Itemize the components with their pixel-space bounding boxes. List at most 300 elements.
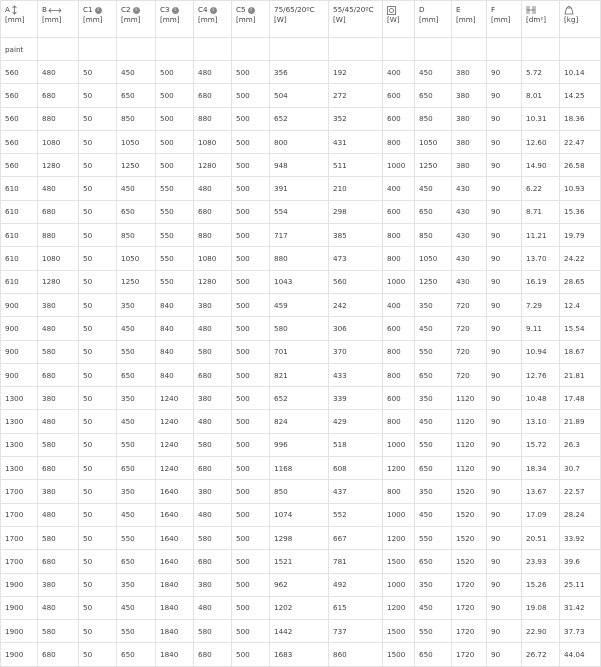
cell-area: 16.19: [522, 270, 560, 293]
cell-output-75: 652: [270, 387, 329, 410]
cell-c1: 50: [79, 503, 117, 526]
cell-output-55: 667: [329, 526, 383, 549]
cell-c3: 840: [156, 363, 194, 386]
cell-f: 90: [487, 503, 522, 526]
cell-output-75: 701: [270, 340, 329, 363]
cell-output-55: 272: [329, 84, 383, 107]
cell-e: 430: [452, 247, 487, 270]
cell-a: 1700: [1, 526, 38, 549]
cell-area: 10.31: [522, 107, 560, 130]
cell-e: 1120: [452, 387, 487, 410]
col-c2-unit: [mm]: [121, 14, 141, 24]
cell-power: 800: [383, 130, 415, 153]
cell-output-75: 459: [270, 293, 329, 316]
horizontal-dimension-icon: [49, 8, 61, 13]
cell-d: 650: [415, 200, 452, 223]
cell-f: 90: [487, 433, 522, 456]
cell-d: 650: [415, 363, 452, 386]
cell-output-55: 370: [329, 340, 383, 363]
cell-a: 610: [1, 224, 38, 247]
cell-weight: 21.89: [560, 410, 601, 433]
cell-area: 9.11: [522, 317, 560, 340]
cell-c4: 480: [194, 317, 232, 340]
cell-c5: 500: [232, 457, 270, 480]
vertical-dimension-icon: [12, 6, 17, 14]
cell-c2: 450: [117, 177, 156, 200]
table-row: [1, 177, 601, 200]
cell-power: 1000: [383, 154, 415, 177]
power-icon: [387, 6, 396, 15]
cell-c1: 50: [79, 550, 117, 573]
table-row: [1, 293, 601, 316]
cell-c4: 880: [194, 107, 232, 130]
cell-b: 1280: [38, 270, 79, 293]
cell-c3: 1640: [156, 480, 194, 503]
cell-e: 380: [452, 61, 487, 84]
weight-icon: [564, 5, 574, 15]
col-b-unit: [mm]: [42, 14, 62, 24]
cell-weight: 31.42: [560, 596, 601, 619]
cell-e: 1720: [452, 573, 487, 596]
cell-d: 450: [415, 177, 452, 200]
table-row: [1, 317, 601, 340]
col-header-c4: [194, 1, 232, 38]
cell-c3: 1840: [156, 596, 194, 619]
cell-d: 850: [415, 107, 452, 130]
cell-a: 1900: [1, 620, 38, 643]
col-output-75-label: 75/65/20ºC: [274, 5, 315, 14]
cell-weight: 22.47: [560, 130, 601, 153]
cell-c1: 50: [79, 200, 117, 223]
cell-a: 1300: [1, 410, 38, 433]
cell-c4: 380: [194, 480, 232, 503]
cell-a: 900: [1, 317, 38, 340]
cell-a: 560: [1, 84, 38, 107]
info-badge-icon: i: [133, 7, 140, 14]
cell-c4: 680: [194, 84, 232, 107]
cell-weight: 44.04: [560, 643, 601, 666]
col-e-unit: [mm]: [456, 14, 476, 24]
cell-c1: 50: [79, 596, 117, 619]
cell-f: 90: [487, 363, 522, 386]
cell-f: 90: [487, 200, 522, 223]
cell-c5: 500: [232, 596, 270, 619]
cell-d: 650: [415, 643, 452, 666]
cell-output-75: 821: [270, 363, 329, 386]
cell-c4: 680: [194, 550, 232, 573]
cell-weight: 28.24: [560, 503, 601, 526]
cell-a: 1900: [1, 596, 38, 619]
cell-output-55: 511: [329, 154, 383, 177]
cell-c3: 1640: [156, 503, 194, 526]
cell-e: 1120: [452, 433, 487, 456]
cell-c2: 450: [117, 61, 156, 84]
cell-c1: 50: [79, 84, 117, 107]
cell-e: 1720: [452, 620, 487, 643]
col-c5-unit: [mm]: [236, 14, 256, 24]
col-c2-label: C2: [121, 5, 131, 14]
cell-c4: 480: [194, 177, 232, 200]
cell-c5: 500: [232, 270, 270, 293]
cell-b: 680: [38, 643, 79, 666]
col-header-c2: [117, 1, 156, 38]
cell-c5: 500: [232, 200, 270, 223]
col-header-d: [415, 1, 452, 38]
cell-weight: 15.36: [560, 200, 601, 223]
cell-c1: 50: [79, 480, 117, 503]
cell-c2: 350: [117, 293, 156, 316]
cell-c3: 1640: [156, 550, 194, 573]
radiator-area-icon: [526, 5, 536, 15]
cell-a: 900: [1, 363, 38, 386]
col-weight-unit: [kg]: [564, 15, 579, 24]
cell-b: 480: [38, 61, 79, 84]
cell-d: 1050: [415, 130, 452, 153]
cell-output-75: 996: [270, 433, 329, 456]
cell-c3: 1240: [156, 433, 194, 456]
cell-d: 550: [415, 340, 452, 363]
col-header-e: [452, 1, 487, 38]
cell-c3: 550: [156, 224, 194, 247]
cell-output-55: 473: [329, 247, 383, 270]
cell-c5: 500: [232, 340, 270, 363]
cell-power: 800: [383, 480, 415, 503]
cell-b: 580: [38, 620, 79, 643]
cell-c5: 500: [232, 620, 270, 643]
cell-weight: 15.54: [560, 317, 601, 340]
table-row: [1, 433, 601, 456]
table-row: [1, 130, 601, 153]
cell-c4: 580: [194, 526, 232, 549]
cell-a: 560: [1, 61, 38, 84]
cell-power: 1200: [383, 596, 415, 619]
cell-weight: 30.7: [560, 457, 601, 480]
cell-output-75: 850: [270, 480, 329, 503]
col-header-power: [383, 1, 415, 38]
cell-a: 900: [1, 293, 38, 316]
cell-weight: 24.22: [560, 247, 601, 270]
cell-power: 400: [383, 293, 415, 316]
cell-b: 680: [38, 363, 79, 386]
cell-output-75: 800: [270, 130, 329, 153]
cell-c4: 680: [194, 363, 232, 386]
cell-output-75: 948: [270, 154, 329, 177]
cell-a: 1900: [1, 573, 38, 596]
cell-power: 800: [383, 340, 415, 363]
cell-output-75: 1168: [270, 457, 329, 480]
cell-c2: 350: [117, 387, 156, 410]
cell-d: 550: [415, 433, 452, 456]
cell-area: 10.48: [522, 387, 560, 410]
cell-output-75: 391: [270, 177, 329, 200]
cell-c1: 50: [79, 526, 117, 549]
cell-c5: 500: [232, 293, 270, 316]
cell-output-55: 608: [329, 457, 383, 480]
cell-area: 8.01: [522, 84, 560, 107]
cell-power: 400: [383, 177, 415, 200]
col-power-unit: [W]: [387, 14, 400, 24]
cell-c3: 500: [156, 84, 194, 107]
table-row: [1, 84, 601, 107]
cell-c2: 550: [117, 620, 156, 643]
header-row: [1, 1, 601, 38]
cell-d: 450: [415, 61, 452, 84]
table-row: [1, 643, 601, 666]
cell-b: 480: [38, 596, 79, 619]
cell-c2: 650: [117, 457, 156, 480]
cell-c2: 450: [117, 317, 156, 340]
cell-area: 19.08: [522, 596, 560, 619]
col-d-unit: [mm]: [419, 14, 439, 24]
cell-power: 1000: [383, 503, 415, 526]
cell-area: 12.76: [522, 363, 560, 386]
col-f-unit: [mm]: [491, 14, 511, 24]
cell-area: 13.70: [522, 247, 560, 270]
cell-area: 8.71: [522, 200, 560, 223]
cell-e: 1720: [452, 596, 487, 619]
cell-c1: 50: [79, 177, 117, 200]
info-badge-icon: i: [95, 7, 102, 14]
cell-area: 15.26: [522, 573, 560, 596]
cell-output-55: 615: [329, 596, 383, 619]
table-row: [1, 247, 601, 270]
cell-c4: 580: [194, 340, 232, 363]
cell-c3: 550: [156, 200, 194, 223]
cell-output-55: 339: [329, 387, 383, 410]
cell-c2: 850: [117, 224, 156, 247]
cell-power: 1500: [383, 643, 415, 666]
cell-b: 880: [38, 107, 79, 130]
info-badge-icon: i: [210, 7, 217, 14]
cell-e: 380: [452, 154, 487, 177]
cell-power: 1500: [383, 550, 415, 573]
cell-power: 600: [383, 317, 415, 340]
cell-b: 480: [38, 503, 79, 526]
cell-weight: 10.14: [560, 61, 601, 84]
cell-area: 18.34: [522, 457, 560, 480]
cell-c1: 50: [79, 107, 117, 130]
cell-d: 350: [415, 387, 452, 410]
cell-weight: 12.4: [560, 293, 601, 316]
cell-c3: 840: [156, 293, 194, 316]
cell-weight: 28.65: [560, 270, 601, 293]
cell-c1: 50: [79, 363, 117, 386]
cell-c2: 450: [117, 503, 156, 526]
table-row: [1, 596, 601, 619]
cell-d: 650: [415, 457, 452, 480]
cell-c1: 50: [79, 387, 117, 410]
cell-area: 12.60: [522, 130, 560, 153]
cell-f: 90: [487, 61, 522, 84]
cell-d: 550: [415, 526, 452, 549]
cell-output-75: 1074: [270, 503, 329, 526]
cell-b: 580: [38, 433, 79, 456]
cell-b: 480: [38, 177, 79, 200]
cell-c2: 650: [117, 84, 156, 107]
col-a-label: A: [5, 5, 10, 14]
col-c1-label: C1: [83, 5, 93, 14]
cell-c3: 500: [156, 130, 194, 153]
col-header-c3: [156, 1, 194, 38]
cell-a: 1300: [1, 457, 38, 480]
cell-c5: 500: [232, 84, 270, 107]
cell-c4: 380: [194, 573, 232, 596]
col-header-c5: [232, 1, 270, 38]
cell-output-75: 824: [270, 410, 329, 433]
cell-c5: 500: [232, 387, 270, 410]
cell-a: 610: [1, 270, 38, 293]
cell-c4: 480: [194, 596, 232, 619]
cell-c4: 380: [194, 387, 232, 410]
cell-a: 1300: [1, 387, 38, 410]
cell-f: 90: [487, 387, 522, 410]
cell-f: 90: [487, 620, 522, 643]
cell-f: 90: [487, 410, 522, 433]
cell-f: 90: [487, 480, 522, 503]
cell-a: 1700: [1, 480, 38, 503]
cell-c5: 500: [232, 433, 270, 456]
cell-c1: 50: [79, 154, 117, 177]
cell-c1: 50: [79, 317, 117, 340]
col-c3-unit: [mm]: [160, 14, 180, 24]
cell-output-55: 860: [329, 643, 383, 666]
cell-d: 1050: [415, 247, 452, 270]
col-c4-unit: [mm]: [198, 14, 218, 24]
cell-output-75: 652: [270, 107, 329, 130]
cell-output-55: 437: [329, 480, 383, 503]
cell-c3: 1840: [156, 643, 194, 666]
col-c1-unit: [mm]: [83, 14, 103, 24]
cell-d: 1250: [415, 154, 452, 177]
cell-c5: 500: [232, 643, 270, 666]
cell-d: 450: [415, 410, 452, 433]
cell-c2: 350: [117, 573, 156, 596]
cell-weight: 14.25: [560, 84, 601, 107]
cell-area: 13.10: [522, 410, 560, 433]
cell-c2: 1250: [117, 270, 156, 293]
cell-power: 1500: [383, 620, 415, 643]
cell-e: 430: [452, 200, 487, 223]
cell-f: 90: [487, 526, 522, 549]
col-area-unit: [dm²]: [526, 15, 547, 24]
cell-c5: 500: [232, 503, 270, 526]
cell-e: 430: [452, 270, 487, 293]
cell-weight: 19.79: [560, 224, 601, 247]
col-d-label: D: [419, 5, 425, 14]
cell-c1: 50: [79, 620, 117, 643]
cell-c1: 50: [79, 643, 117, 666]
cell-f: 90: [487, 177, 522, 200]
cell-b: 380: [38, 573, 79, 596]
col-header-output-75: [270, 1, 329, 38]
cell-c4: 880: [194, 224, 232, 247]
cell-c1: 50: [79, 130, 117, 153]
cell-d: 1250: [415, 270, 452, 293]
cell-output-75: 1202: [270, 596, 329, 619]
cell-output-55: 242: [329, 293, 383, 316]
col-header-output-55: [329, 1, 383, 38]
cell-c3: 550: [156, 177, 194, 200]
col-a-unit: [mm]: [5, 14, 25, 24]
cell-output-55: 306: [329, 317, 383, 340]
cell-power: 600: [383, 200, 415, 223]
cell-c4: 680: [194, 457, 232, 480]
table-row: [1, 550, 601, 573]
cell-power: 600: [383, 387, 415, 410]
cell-b: 480: [38, 317, 79, 340]
cell-c3: 840: [156, 340, 194, 363]
cell-output-75: 554: [270, 200, 329, 223]
cell-output-55: 352: [329, 107, 383, 130]
cell-c1: 50: [79, 410, 117, 433]
cell-output-55: 560: [329, 270, 383, 293]
cell-c3: 1840: [156, 573, 194, 596]
cell-area: 22.90: [522, 620, 560, 643]
cell-e: 1120: [452, 457, 487, 480]
cell-f: 90: [487, 340, 522, 363]
cell-b: 580: [38, 526, 79, 549]
col-header-a: [1, 1, 38, 38]
cell-weight: 33.92: [560, 526, 601, 549]
cell-f: 90: [487, 550, 522, 573]
col-f-label: F: [491, 5, 496, 14]
cell-d: 550: [415, 620, 452, 643]
cell-c1: 50: [79, 293, 117, 316]
cell-b: 680: [38, 200, 79, 223]
cell-a: 1700: [1, 550, 38, 573]
cell-f: 90: [487, 154, 522, 177]
cell-f: 90: [487, 457, 522, 480]
cell-c1: 50: [79, 247, 117, 270]
cell-weight: 26.3: [560, 433, 601, 456]
table-row: [1, 457, 601, 480]
cell-b: 680: [38, 550, 79, 573]
cell-b: 1080: [38, 247, 79, 270]
paint-label: paint: [1, 38, 38, 61]
cell-c5: 500: [232, 247, 270, 270]
cell-f: 90: [487, 317, 522, 340]
col-c3-label: C3: [160, 5, 170, 14]
cell-c2: 450: [117, 596, 156, 619]
cell-power: 1000: [383, 433, 415, 456]
cell-output-55: 492: [329, 573, 383, 596]
cell-f: 90: [487, 596, 522, 619]
cell-c4: 380: [194, 293, 232, 316]
cell-power: 800: [383, 247, 415, 270]
info-badge-icon: i: [248, 7, 255, 14]
cell-weight: 25.11: [560, 573, 601, 596]
table-row: [1, 410, 601, 433]
cell-b: 480: [38, 410, 79, 433]
col-header-weight: [560, 1, 601, 38]
cell-a: 560: [1, 154, 38, 177]
table-row: [1, 573, 601, 596]
cell-c3: 550: [156, 270, 194, 293]
cell-c3: 840: [156, 317, 194, 340]
cell-weight: 37.73: [560, 620, 601, 643]
cell-f: 90: [487, 247, 522, 270]
cell-c3: 1840: [156, 620, 194, 643]
cell-c5: 500: [232, 107, 270, 130]
col-header-f: [487, 1, 522, 38]
cell-c2: 550: [117, 526, 156, 549]
cell-e: 1520: [452, 503, 487, 526]
cell-output-55: 385: [329, 224, 383, 247]
cell-c4: 680: [194, 643, 232, 666]
table-row: [1, 200, 601, 223]
cell-a: 560: [1, 107, 38, 130]
cell-area: 26.72: [522, 643, 560, 666]
